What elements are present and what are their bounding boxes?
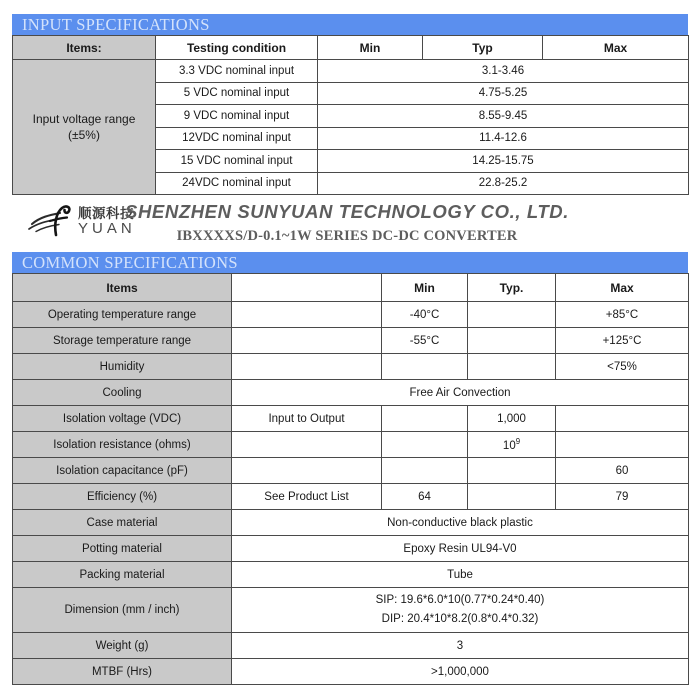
row-label: Isolation voltage (VDC)	[13, 406, 232, 432]
max-cell: +125°C	[556, 328, 689, 354]
input-voltage-range-line2: (±5%)	[68, 128, 100, 142]
condition-cell	[232, 302, 382, 328]
row-label: Cooling	[13, 380, 232, 406]
typ-cell	[468, 432, 556, 458]
column-header-max: Max	[543, 36, 689, 60]
input-specifications-banner-title: INPUT SPECIFICATIONS	[22, 14, 210, 34]
row-label: Efficiency (%)	[13, 484, 232, 510]
min-cell	[382, 354, 468, 380]
value-cell: 4.75-5.25	[318, 82, 689, 105]
min-cell	[382, 406, 468, 432]
testing-condition-cell: 3.3 VDC nominal input	[156, 60, 318, 83]
row-label: Weight (g)	[13, 633, 232, 659]
value-cell: 8.55-9.45	[318, 105, 689, 128]
table-row	[13, 588, 689, 633]
row-label: Packing material	[13, 562, 232, 588]
column-header-typ: Typ	[423, 36, 543, 60]
logo-chinese-name: 顺源科技	[78, 206, 134, 222]
row-label: Storage temperature range	[13, 328, 232, 354]
testing-condition-cell: 15 VDC nominal input	[156, 150, 318, 173]
table-header-row	[13, 36, 689, 60]
max-cell	[556, 432, 689, 458]
logo-english-name: YUAN	[78, 220, 136, 237]
typ-cell	[468, 302, 556, 328]
span-value-cell: 3	[232, 633, 689, 659]
input-specifications-banner	[12, 14, 688, 35]
company-name: SHENZHEN SUNYUAN TECHNOLOGY CO., LTD.	[125, 201, 569, 222]
common-specifications-banner	[12, 252, 688, 273]
testing-condition-cell: 9 VDC nominal input	[156, 105, 318, 128]
row-label: Isolation capacitance (pF)	[13, 458, 232, 484]
span-value-cell: Tube	[232, 562, 689, 588]
typ-exponent: 9	[515, 437, 521, 447]
table-row	[13, 432, 689, 458]
row-label: Operating temperature range	[13, 302, 232, 328]
span-value-cell: Non-conductive black plastic	[232, 510, 689, 536]
condition-cell	[232, 354, 382, 380]
typ-cell	[468, 458, 556, 484]
max-cell: +85°C	[556, 302, 689, 328]
typ-cell	[468, 484, 556, 510]
row-label: Dimension (mm / inch)	[13, 588, 232, 633]
typ-cell	[468, 328, 556, 354]
table-row	[13, 380, 689, 406]
table-row	[13, 302, 689, 328]
max-cell: 79	[556, 484, 689, 510]
typ-base: 10	[502, 439, 516, 452]
condition-cell: Input to Output	[232, 406, 382, 432]
column-header-typ: Typ.	[468, 274, 556, 302]
min-cell: -40°C	[382, 302, 468, 328]
column-header-items: Items	[13, 274, 232, 302]
typ-cell: 1,000	[468, 406, 556, 432]
row-label: Potting material	[13, 536, 232, 562]
row-label: MTBF (Hrs)	[13, 659, 232, 685]
table-header-row	[13, 274, 689, 302]
span-value-cell: >1,000,000	[232, 659, 689, 685]
condition-cell: See Product List	[232, 484, 382, 510]
row-label: Isolation resistance (ohms)	[13, 432, 232, 458]
common-specifications-banner-title: COMMON SPECIFICATIONS	[22, 252, 238, 272]
input-voltage-range-label	[13, 60, 156, 195]
span-value-cell: Free Air Convection	[232, 380, 689, 406]
condition-cell	[232, 328, 382, 354]
dimension-dip: DIP: 20.4*10*8.2(0.8*0.4*0.32)	[381, 613, 539, 625]
testing-condition-cell: 12VDC nominal input	[156, 127, 318, 150]
min-cell: 64	[382, 484, 468, 510]
column-header-items: Items:	[13, 36, 156, 60]
table-row	[13, 406, 689, 432]
span-value-cell: Epoxy Resin UL94-V0	[232, 536, 689, 562]
min-cell: -55°C	[382, 328, 468, 354]
table-row	[13, 458, 689, 484]
row-label: Humidity	[13, 354, 232, 380]
table-row	[13, 659, 689, 685]
testing-condition-cell: 5 VDC nominal input	[156, 82, 318, 105]
table-row	[13, 633, 689, 659]
dimension-sip: SIP: 19.6*6.0*10(0.77*0.24*0.40)	[375, 594, 545, 607]
min-cell	[382, 432, 468, 458]
column-header-min: Min	[318, 36, 423, 60]
value-cell: 14.25-15.75	[318, 150, 689, 173]
table-row	[13, 328, 689, 354]
column-header-testing-condition: Testing condition	[156, 36, 318, 60]
column-header-condition	[232, 274, 382, 302]
max-cell: 60	[556, 458, 689, 484]
column-header-max: Max	[556, 274, 689, 302]
table-row	[13, 510, 689, 536]
company-header	[0, 198, 700, 250]
min-cell	[382, 458, 468, 484]
column-header-min: Min	[382, 274, 468, 302]
typ-cell	[468, 354, 556, 380]
value-cell: 22.8-25.2	[318, 172, 689, 195]
table-row	[13, 536, 689, 562]
common-specifications-table	[12, 273, 689, 685]
input-specifications-table	[12, 35, 689, 195]
table-row	[13, 60, 689, 83]
input-voltage-range-line1: Input voltage range	[32, 111, 136, 126]
max-cell: <75%	[556, 354, 689, 380]
table-row	[13, 562, 689, 588]
table-row	[13, 484, 689, 510]
row-label: Case material	[13, 510, 232, 536]
condition-cell	[232, 458, 382, 484]
series-subtitle: IBXXXXS/D-0.1~1W SERIES DC-DC CONVERTER	[176, 228, 518, 244]
condition-cell	[232, 432, 382, 458]
value-cell: 3.1-3.46	[318, 60, 689, 83]
table-row	[13, 354, 689, 380]
span-value-cell	[232, 588, 689, 633]
testing-condition-cell: 24VDC nominal input	[156, 172, 318, 195]
max-cell	[556, 406, 689, 432]
value-cell: 11.4-12.6	[318, 127, 689, 150]
